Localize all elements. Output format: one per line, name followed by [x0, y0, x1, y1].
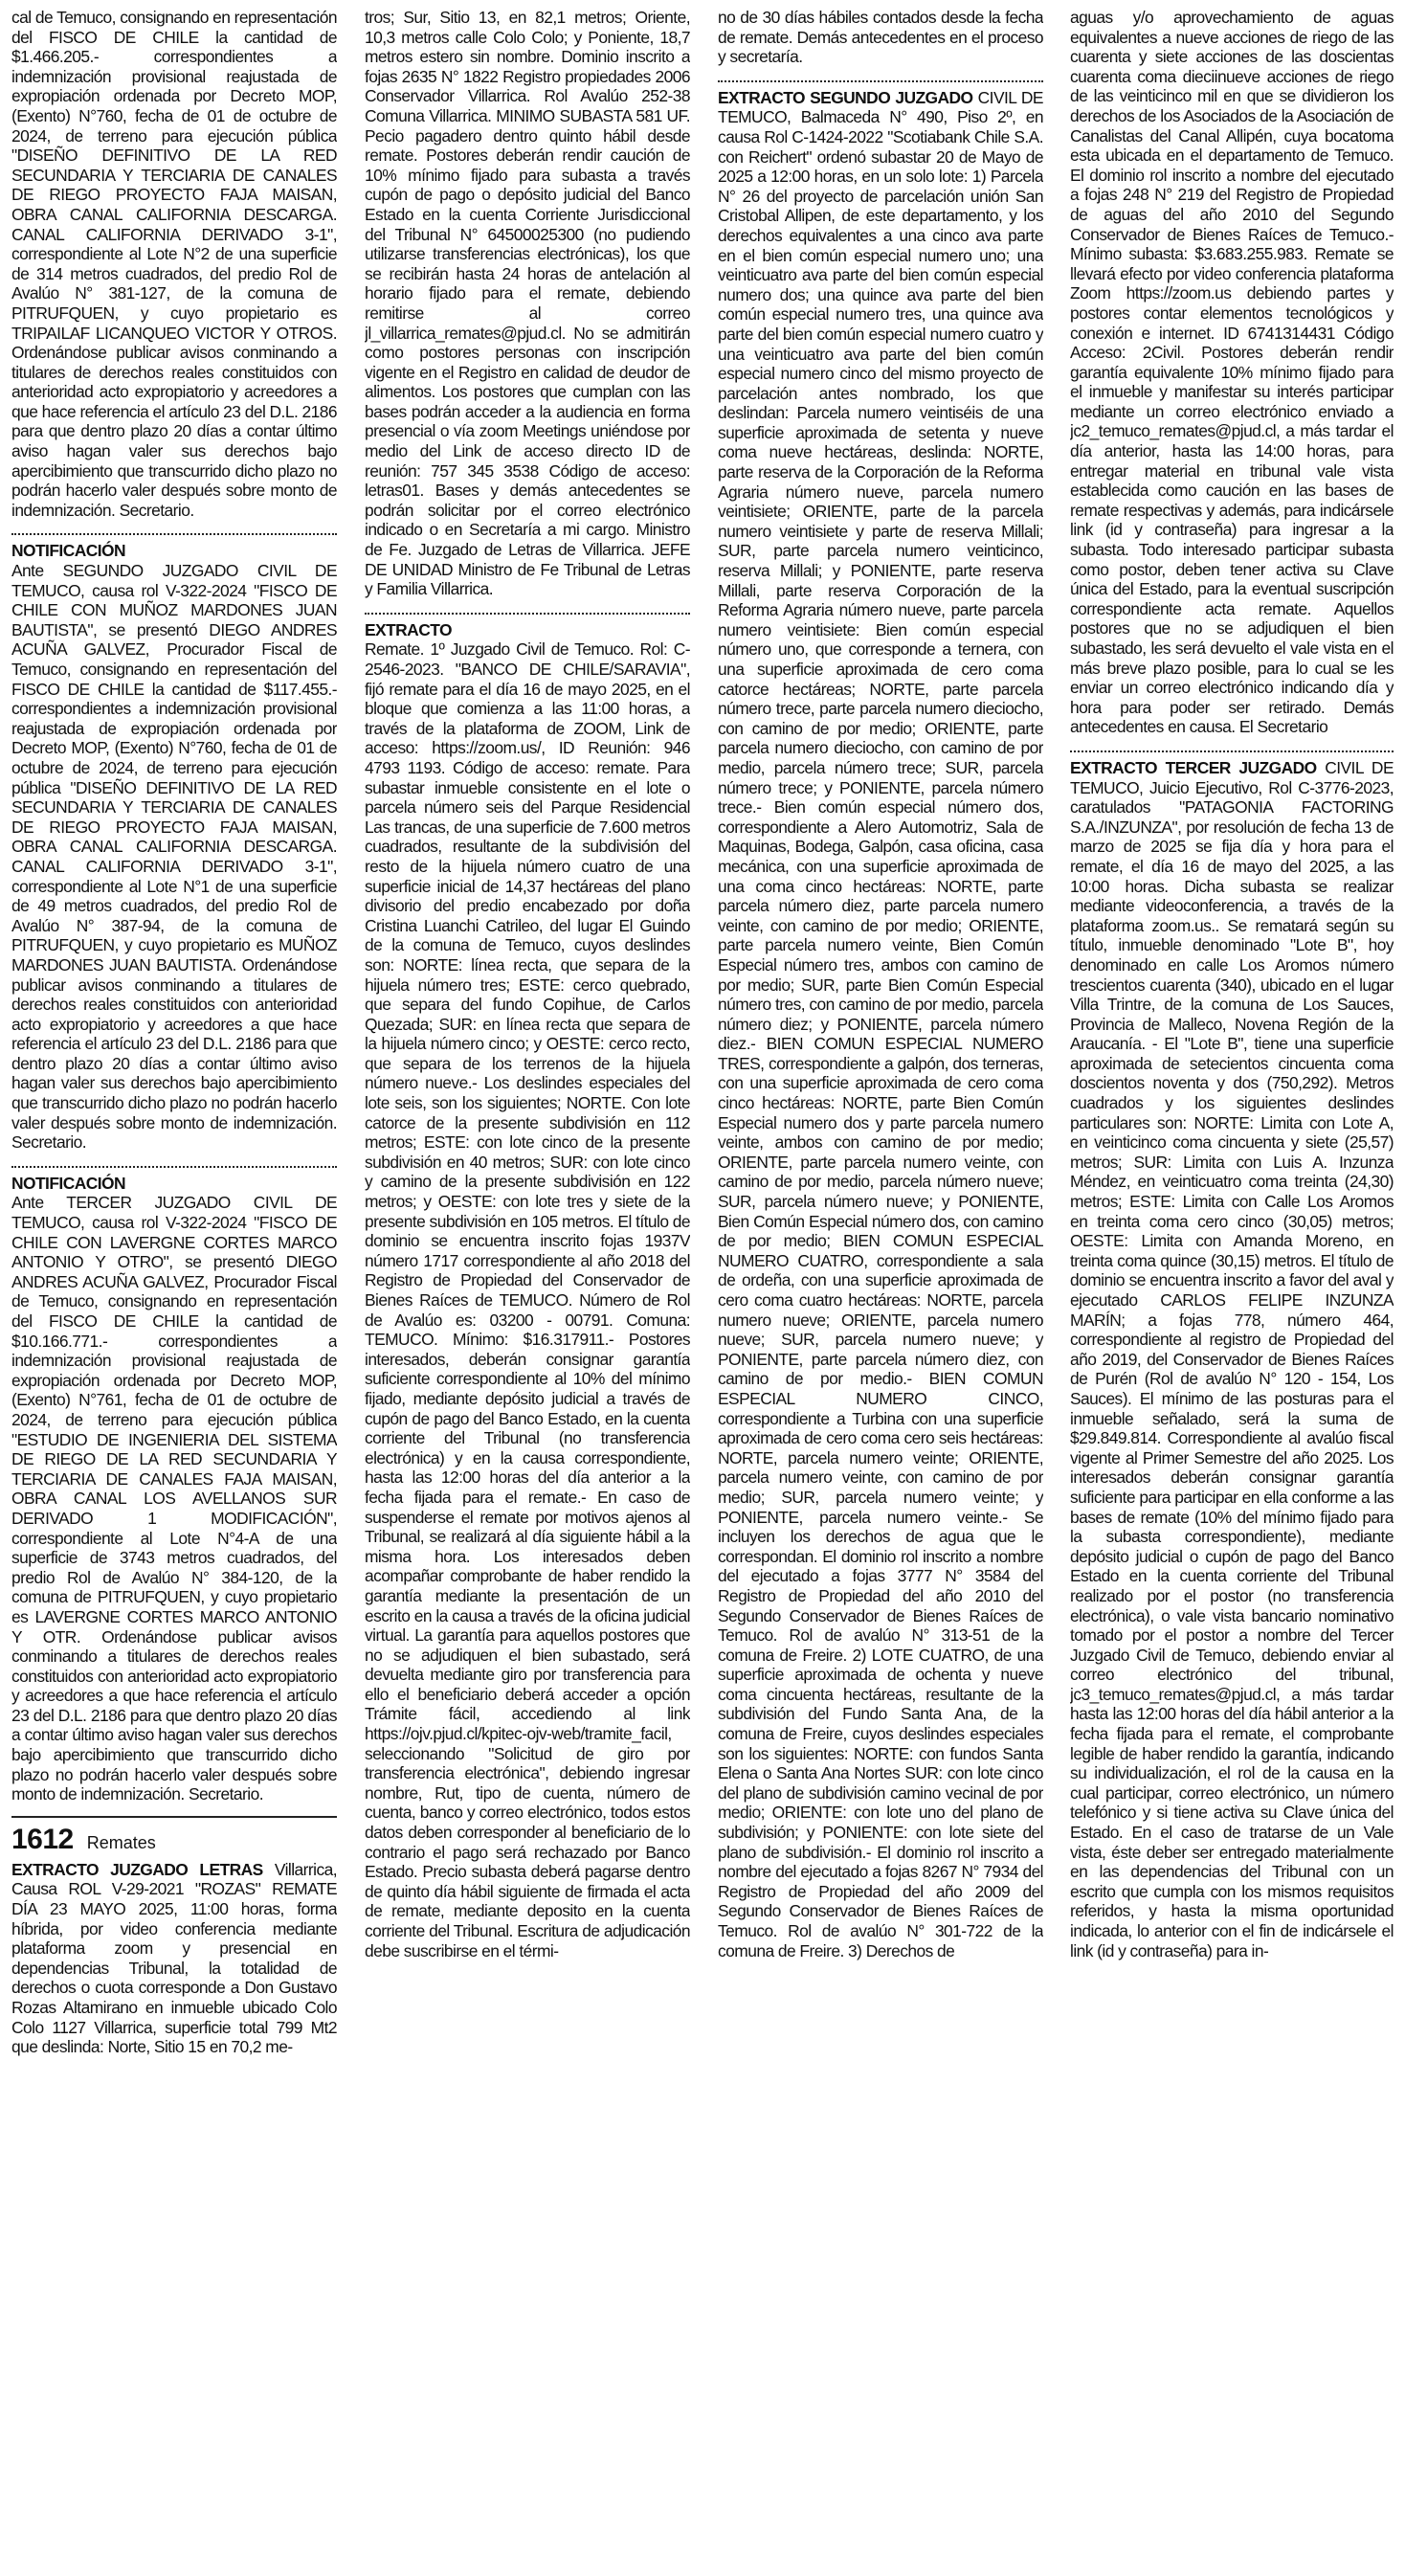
- column-4: [1070, 8, 1394, 2568]
- notice-lead: EXTRACTO SEGUNDO JUZGADO: [718, 87, 973, 107]
- column-1: [11, 8, 337, 2568]
- notice-body: tros; Sur, Sitio 13, en 82,1 metros; Oriente, 10,3 metros calle Colo Colo; y Poniente, 18,7 metros estero sin nombre. Dominio inscrito a fojas 2635 N° 1822 Registro propiedades 2006 Conservador Villarrica. Rol Avalúo 252-38 Comuna Villarrica. MINIMO SUBASTA 581 UF. Pecio pagadero dentro quinto hábil desde remate. Postores deberán rendir caución de 10% mínimo fijado para subasta a través cupón de pago o depósito judicial del Banco Estado en la cuenta Corriente Jurisdiccional del Tribunal N° 64500025300 (no pudiendo utilizarse transferencias electrónicas), los que se recibirán hasta 24 horas de antelación al horario fijado para el remate, debiendo remitirse al correo jl_villarrica_remates@pjud.cl. No se admitirán como postores personas con inscripción vigente en el Registro en calidad de deudor de alimentos. Los postores que cumplan con las bases podrán acceder a la audiencia en forma presencial o vía zoom Meetings uniéndose por medio del Link de acceso directo ID de reunión: 757 345 3538 Código de acceso: letras01. Bases y demás antecedentes se podrán solicitar por el correo electrónico indicado o en Secretaría a mi cargo. Ministro de Fe. Juzgado de Letras de Villarrica. JEFE DE UNIDAD Ministro de Fe Tribunal de Letras y Familia Villarrica.: [365, 8, 690, 599]
- legal-notice-text: [365, 8, 690, 599]
- section-number: 1612: [11, 1823, 74, 1855]
- notice-heading: NOTIFICACIÓN: [11, 541, 125, 561]
- section-divider: [365, 613, 690, 615]
- section-label: Remates: [86, 1832, 156, 1852]
- notice-body: CIVIL DE TEMUCO, Juicio Ejecutivo, Rol C-3776-2023, caratulados "PATAGONIA FACTORING S.A./INZUNZA", por resolución de fecha 13 de marzo de 2025 se fija día y hora para el remate, el día 16 de mayo del 2025, a las 10:00 horas. Dicha subasta se realizar mediante videoconferencia, a través de la plataforma zoom.us.. Se rematará según su título, inmueble denominado "Lote B", hoy denominado en calle Los Aromos número trescientos cuarenta (340), ubicado en el lugar Villa Trintre, de la comuna de Los Sauces, Provincia de Malleco, Novena Región de la Araucanía. - El "Lote B", tiene una superficie aproximada de setecientos cincuenta coma doscientos noventa y dos (750,292). Metros cuadrados y los siguientes deslindes particulares son: NORTE: Limita con Lote A, en veinticinco coma cincuenta y siete (25,57) metros; SUR: Limita con Luis A. Inzunza Méndez, en veinticuatro coma treinta (24,30) metros; ESTE: Limita con Calle Los Aromos en treinta coma cero cinco (30,05) metros; OESTE: Limita con Amanda Moreno, en treinta coma quince (30,15) metros. El título de dominio se encuentra inscrito a favor del aval y ejecutado CARLOS FELIPE INZUNZA MARÍN; a fojas 778, número 464, correspondiente al registro de Propiedad del año 2019, del Conservador de Bienes Raíces de Purén (Rol de avalúo N° 120 - 154, Los Sauces). El mínimo de las posturas para el inmueble señalado, será la suma de $29.849.814. Correspondiente al avalúo fiscal vigente al Primer Semestre del año 2025. Los interesados deberán consignar garantía suficiente para participar en ella conforme a las bases de remate (10% del mínimo fijado para la subasta correspondiente), mediante depósito judicial o cupón de pago del Banco Estado en la cuenta corriente del Tribunal realizado por el postor (no transferencia electrónica), o vale vista bancario nominativo tomado por el postor a nombre del Tercer Juzgado Civil de Temuco, debiendo enviar al correo electrónico del tribunal, jc3_temuco_remates@pjud.cl, a más tardar hasta las 12:00 horas del día hábil anterior a la fecha fijada para el remate, el comprobante legible de haber rendido la garantía, indicando su individualización, el rol de la causa en la cual participar, correo electrónico, un número telefónico y si tiene activa su Clave única del Estado. En el caso de tratarse de un Vale vista, éste deber ser entregado materialmente en las dependencias del Tribunal con un escrito que cumpla con los mismos requisitos referidos, y hasta la misma oportunidad indicada, lo anterior con el fin de indicársele el link (id y contraseña) para in-: [1070, 757, 1394, 1960]
- legal-notice-text: [718, 88, 1043, 1960]
- section-divider: [11, 533, 337, 535]
- classified-section-header: [11, 1816, 337, 1856]
- notice-lead: EXTRACTO TERCER JUZGADO: [1070, 757, 1317, 777]
- legal-notice-text: [11, 561, 337, 1153]
- notice-body: aguas y/o aprovechamiento de aguas equivalentes a nueve acciones de riego de las cuarenta y siete acciones de las doscientas cuarenta coma dieciinueve acciones de riego de las veinticinco mil en que se dividieron los derechos de los Asociados de la Asociación de Canalistas del Canal Allipén, cuya bocatoma esta ubicada en el departamento de Temuco. El dominio rol inscrito a nombre del ejecutado a fojas 248 N° 219 del Registro de Propiedad de aguas del año 2010 del Segundo Conservador de Bienes Raíces de Temuco.- Mínimo subasta: $3.683.255.983. Remate se llevará efecto por video conferencia plataforma Zoom https://zoom.us debiendo partes y postores contar elementos tecnológicos y conexión e internet. ID 6741314431 Código Acceso: 2Civil. Postores deberán rendir garantía equivalente 10% mínimo fijado para el inmueble y manifestar su interés participar mediante un correo electrónico enviado a jc2_temuco_remates@pjud.cl, a más tardar el día anterior, hasta las 14:00 horas, para entregar material en tribunal vale vista establecida como caución en las bases de remate respectivas y además, para indicársele link (id y contraseña) para ingresar a la subasta. Todo interesado participar subasta como postor, deben tener activa su Clave única del Estado, para la eventual suscripción correspondiente acta remate. Aquellos postores que no se adjudiquen el bien subastado, les será devuelto el vale vista en el más breve plazo posible, para lo cual se les enviar un correo electrónico indicando día y hora para poder ser retirado. Demás antecedentes en causa. El Secretario: [1070, 8, 1394, 737]
- notice-heading: EXTRACTO: [365, 619, 452, 639]
- newspaper-page: [11, 8, 1394, 2568]
- legal-notice-text: [1070, 8, 1394, 737]
- legal-notice-text: [11, 1193, 337, 1803]
- notice-body: cal de Temuco, consignando en representación del FISCO DE CHILE la cantidad de $1.466.205.- correspondientes a indemnización provisional reajustada de expropiación ordenada por Decreto MOP, (Exento) N°760, fecha de 01 de octubre de 2024, de terreno para ejecución pública "DISEÑO DEFINITIVO DE LA RED SECUNDARIA Y TERCIARIA DE CANALES DE RIEGO PROYECTO FAJA MAISAN, OBRA CANAL CALIFORNIA DESCARGA. CANAL CALIFORNIA DERIVADO 3-1", correspondiente al Lote N°2 de una superficie de 314 metros cuadrados, del predio Rol de Avalúo N° 381-127, de la comuna de PITRUFQUEN, y cuyo propietario es TRIPAILAF LICANQUEO VICTOR Y OTROS. Ordenándose publicar avisos conminando a titulares de derechos reales constituidos con anterioridad acto expropiatorio y acreedores a que hace referencia el artículo 23 del D.L. 2186 para que dentro plazo 20 días a contar último aviso hagan valer sus derechos bajo apercibimiento que transcurrido dicho plazo no podrán hacerlo valer después sobre monto de indemnización. Secretario.: [11, 8, 337, 520]
- notice-heading: NOTIFICACIÓN: [11, 1173, 125, 1193]
- column-2: [365, 8, 690, 2568]
- legal-notice-text: [1070, 758, 1394, 1960]
- notice-body: CIVIL DE TEMUCO, Balmaceda N° 490, Piso 2º, en causa Rol C-1424-2022 "Scotiabank Chile S.A. con Reichert" ordenó subastar 20 de Mayo de 2025 a 12:00 horas, en un solo lote: 1) Parcela N° 26 del proyecto de parcelación unión San Cristobal Allipen, de este departamento, y los derechos equivalentes a una cinco ava parte en el bien común especial numero uno; una veinticuatro ava parte del bien común especial numero dos; una quince ava parte del bien común especial numero tres, una quince ava parte del bien común especial numero cuatro y una veinticuatro ava parte del bien común especial numero cinco del mismo proyecto de parcelación antes nombrado, los que deslindan: Parcela numero veintiséis de una superficie aproximada de setenta y nueve coma nueve hectáreas, deslinda: NORTE, parte reserva de la Corporación de la Reforma Agraria número nueve, parcela numero veintisiete; ORIENTE, parte de la parcela numero veintisiete y parte de reserva Millali; SUR, parte parcela numero veinticinco, reserva Millali; y PONIENTE, parte reserva Millali, parte reserva Corporación de la Reforma Agraria número nueve, parte parcela numero veintisiete: Bien común especial número uno, que corresponde a ternera, con una superficie aproximada de cero coma catorce hectáreas; NORTE, parte parcela número trece, parte parcela numero dieciocho, con camino de por medio; ORIENTE, parte parcela numero dieciocho, con camino de por medio, parcela número trece; SUR, parcela número trece; y PONIENTE, parcela número trece.- Bien común especial número dos, correspondiente a Alero Automotriz, Sala de Maquinas, Bodega, Galpón, casa oficina, casa mecánica, con una superficie aproximada de una coma cinco hectáreas: NORTE, parte parcela número diez, parte parcela numero veinte, con camino de por medio; ORIENTE, parte parcela numero veinte, Bien Común Especial número tres, ambos con camino de por medio; SUR, parte Bien Común Especial número tres, con camino de por medio, parcela número diez; y PONIENTE, parcela número diez.- BIEN COMUN ESPECIAL NUMERO TRES, correspondiente a galpón, dos terneras, con una superficie aproximada de cero coma cinco hectáreas: NORTE, parte Bien Común Especial numero dos y parte parcela numero veinte, ambos con camino de por medio; ORIENTE, parte parcela numero veinte, con camino de por medio, parcela número nueve; SUR, parcela número nueve; y PONIENTE, Bien Común Especial número dos, con camino de por medio; BIEN COMUN ESPECIAL NUMERO CUATRO, correspondiente a sala de ordeña, con una superficie aproximada de cero coma cuatro hectáreas: NORTE, parcela numero nueve; ORIENTE, parcela numero nueve; SUR, parcela numero nueve; y PONIENTE, parte parcela número diez, con camino de por medio.- BIEN COMUN ESPECIAL NUMERO CINCO, correspondiente a Turbina con una superficie aproximada de cero coma cero seis hectáreas: NORTE, parcela numero veinte; ORIENTE, parcela numero veinte, con camino de por medio; SUR, parcela numero veinte; y PONIENTE, parcela numero veinte.- Se incluyen los derechos de agua que le correspondan. El dominio rol inscrito a nombre del ejecutado a fojas 3777 N° 3584 del Registro de Propiedad del año 2010 del Segundo Conservador de Bienes Raíces de Temuco. Rol de avalúo N° 313-51 de la comuna de Freire. 2) LOTE CUATRO, de una superficie aproximada de ochenta y nueve coma cincuenta hectáreas, resultante de la subdivisión del Fundo Santa Ana, de la comuna de Freire, cuyos deslindes especiales son los siguientes: NORTE: con fundos Santa Elena o Santa Ana Nortes SUR: con lote cinco del plano de subdivisión camino vecinal de por medio; ORIENTE: con lote uno del plano de subdivisión; y PONIENTE: con lote siete del plano de subdivisión.- El dominio rol inscrito a nombre del ejecutado a fojas 8267 N° 7934 del Registro de Propiedad del año 2009 del Segundo Conservador de Bienes Raíces de Temuco. Rol de avalúo N° 301-722 de la comuna de Freire. 3) Derechos de: [718, 87, 1043, 1960]
- legal-notice-text: [718, 8, 1043, 67]
- legal-notice-text: [11, 8, 337, 520]
- notice-body: Villarrica, Causa ROL V-29-2021 "ROZAS" REMATE DÍA 23 MAYO 2025, 11:00 horas, forma híbrida, por video conferencia mediante plataforma zoom y presencial en dependencias Tribunal, la totalidad de derechos o cuota corresponde a Don Gustavo Rozas Altamirano en inmueble ubicado Colo Colo 1127 Villarrica, superficie total 799 Mt2 que deslinda: Norte, Sitio 15 en 70,2 me-: [11, 1859, 337, 2057]
- column-3: [718, 8, 1043, 2568]
- section-divider: [1070, 750, 1394, 752]
- section-divider: [718, 80, 1043, 82]
- section-divider: [11, 1166, 337, 1168]
- notice-lead: EXTRACTO JUZGADO LETRAS: [11, 1859, 263, 1879]
- legal-notice-text: [11, 1860, 337, 2057]
- notice-body: Ante TERCER JUZGADO CIVIL DE TEMUCO, causa rol V-322-2024 "FISCO DE CHILE CON LAVERGNE CORTES MARCO ANTONIO Y OTRO", se presentó DIEGO ANDRES ACUÑA GALVEZ, Procurador Fiscal de Temuco, consignando en representación del FISCO DE CHILE la cantidad de $10.166.771.- correspondientes a indemnización provisional reajustada de expropiación ordenada por Decreto MOP, (Exento) N°761, fecha de 01 de octubre de 2024, de terreno para ejecución pública "ESTUDIO DE INGENIERIA DEL SISTEMA DE RIEGO DE LA RED SECUNDARIA Y TERCIARIA DE CANALES FAJA MAISAN, OBRA CANAL LOS AVELLANOS SUR DERIVADO 1 MODIFICACIÓN", correspondiente al Lote N°4-A de una superficie de 3743 metros cuadrados, del predio Rol de Avalúo N° 384-120, de la comuna de PITRUFQUEN, y cuyo propietario es LAVERGNE CORTES MARCO ANTONIO Y OTR. Ordenándose publicar avisos conminando a titulares de derechos reales constituidos con anterioridad acto expropiatorio y acreedores a que hace referencia el artículo 23 del D.L. 2186 para que dentro plazo 20 días a contar último aviso hagan valer sus derechos bajo apercibimiento que transcurrido dicho plazo no podrán hacerlo valer después sobre monto de indemnización. Secretario.: [11, 1193, 337, 1804]
- notice-body: Remate. 1º Juzgado Civil de Temuco. Rol: C-2546-2023. "BANCO DE CHILE/SARAVIA", fijó remate para el día 16 de mayo 2025, en el bloque que comienza a las 11:00 horas, a través de la plataforma de ZOOM, Link de acceso: https://zoom.us/, ID Reunión: 946 4793 1193. Código de acceso: remate. Para subastar inmueble consistente en el lote o parcela número seis del Parque Residencial Las trancas, de una superficie de 7.600 metros cuadrados, resultante de la subdivisión del resto de la hijuela número cuatro de una superficie inicial de 14,37 hectáreas del plano divisorio del predio encabezado por doña Cristina Luanchi Catrileo, del lugar El Guindo de la comuna de Temuco, cuyos deslindes son: NORTE: línea recta, que separa de la hijuela número tres; ESTE: cerco quebrado, que separa del fundo Copihue, de Carlos Quezada; SUR: en línea recta que separa de la hijuela número cinco; y OESTE: cerco recto, que separa de los terrenos de la hijuela número nueve.- Los deslindes especiales del lote seis, son los siguientes; NORTE. Con lote catorce de la presente subdivisión en 112 metros; ESTE: con lote cinco de la presente subdivisión en 40 metros; SUR: con lote cinco y camino de la presente subdivisión en 122 metros; y OESTE: con lote tres y siete de la presente subdivisión en 105 metros. El título de dominio se encuentra inscrito fojas 1937V número 1717 correspondiente al año 2018 del Registro de Propiedad del Conservador de Bienes Raíces de TEMUCO. Número de Rol de Avalúo es: 03200 - 00791. Comuna: TEMUCO. Mínimo: $16.317911.- Postores interesados, deberán consignar garantía suficiente correspondiente al 10% del mínimo fijado, mediante depósito judicial a través de cupón de pago del Banco Estado, en la cuenta corriente del Tribunal (no transferencia electrónica) y en la causa correspondiente, hasta las 12:00 horas del día anterior a la fecha fijada para el remate.- En caso de suspenderse el remate por motivos ajenos al Tribunal, se realizará al día siguiente hábil a la misma hora. Los interesados deben acompañar comprobante de haber rendido la garantía mediante la presentación de un escrito en la causa a través de la oficina judicial virtual. La garantía para aquellos postores que no se adjudiquen el bien subastado, será devuelta mediante giro por transferencia para ello el beneficiario deberá acceder a opción Trámite fácil, accediendo al link https://ojv.pjud.cl/kpitec-ojv-web/tramite_facil, seleccionando "Solicitud de giro por transferencia electrónica", debiendo ingresar nombre, Rut, tipo de cuenta, número de cuenta, banco y correo electrónico, todos estos datos deben corresponder al beneficiario de lo contrario el pago será rechazado por Banco Estado. Precio subasta deberá pagarse dentro de quinto día hábil siguiente de firmada el acta de remate, mediante deposito en la cuenta corriente del Tribunal. Escritura de adjudicación debe suscribirse en el térmi-: [365, 639, 690, 1960]
- legal-notice-text: [365, 639, 690, 1960]
- notice-body: Ante SEGUNDO JUZGADO CIVIL DE TEMUCO, causa rol V-322-2024 "FISCO DE CHILE CON MUÑOZ MARDONES JUAN BAUTISTA", se presentó DIEGO ANDRES ACUÑA GALVEZ, Procurador Fiscal de Temuco, consignando en representación del FISCO DE CHILE la cantidad de $117.455.- correspondientes a indemnización provisional reajustada de expropiación ordenada por Decreto MOP, (Exento) N°760, fecha de 01 de octubre de 2024, de terreno para ejecución pública "DISEÑO DEFINITIVO DE LA RED SECUNDARIA Y TERCIARIA DE CANALES DE RIEGO PROYECTO FAJA MAISAN, OBRA CANAL CALIFORNIA DESCARGA. CANAL CALIFORNIA DERIVADO 3-1", correspondiente al Lote N°1 de una superficie de 49 metros cuadrados, del predio Rol de Avalúo N° 387-94, de la comuna de PITRUFQUEN, y cuyo propietario es MUÑOZ MARDONES JUAN BAUTISTA. Ordenándose publicar avisos conminando a titulares de derechos reales constituidos con anterioridad acto expropiatorio y acreedores a que hace referencia el artículo 23 del D.L. 2186 para que dentro plazo 20 días a contar último aviso hagan valer sus derechos bajo apercibimiento que transcurrido dicho plazo no podrán hacerlo valer después sobre monto de indemnización. Secretario.: [11, 561, 337, 1153]
- notice-body: no de 30 días hábiles contados desde la fecha de remate. Demás antecedentes en el proceso y secretaría.: [718, 8, 1043, 67]
